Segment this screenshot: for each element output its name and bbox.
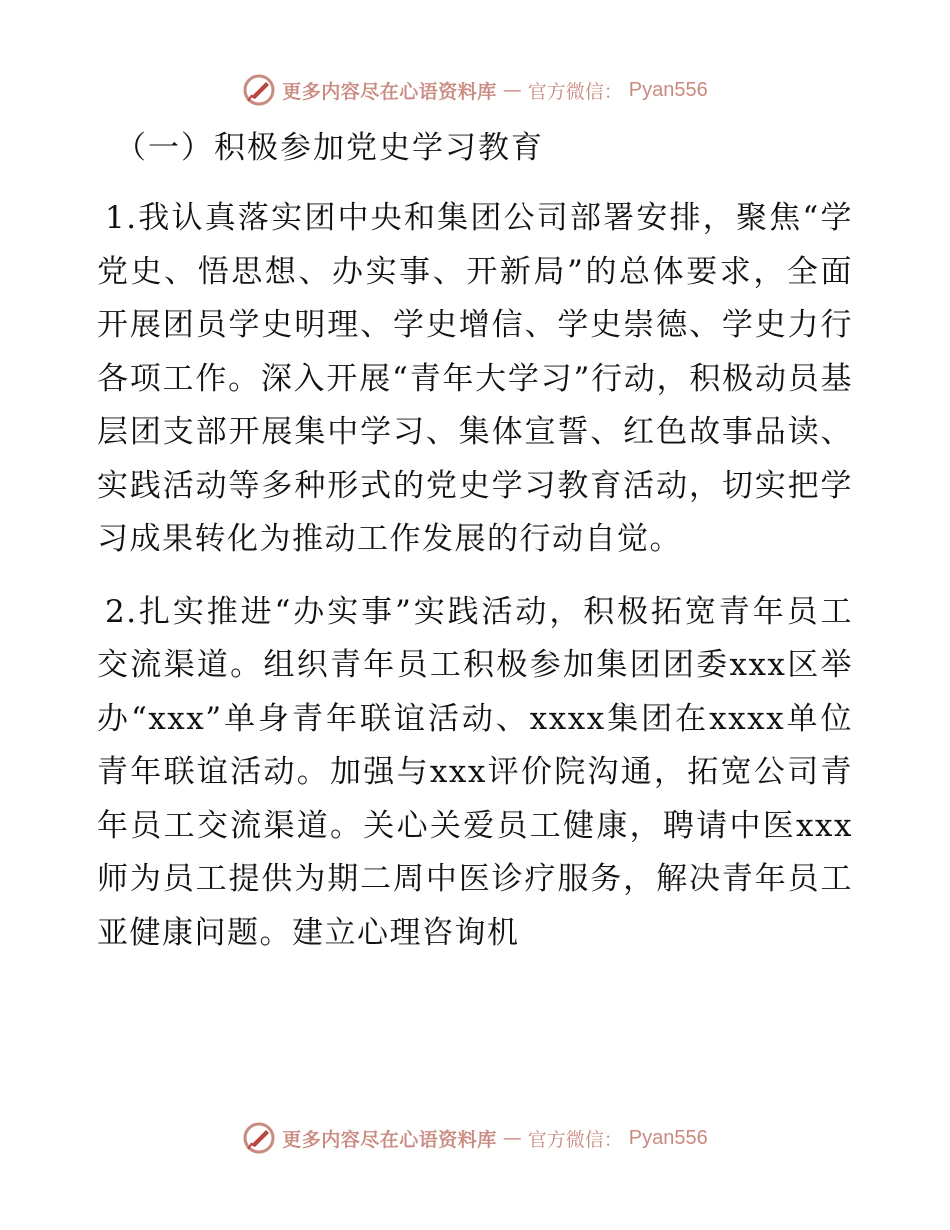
watermark-text: 更多内容尽在心语资料库 xyxy=(282,80,497,103)
section-heading: （一）积极参加党史学习教育 xyxy=(115,130,544,166)
watermark-label: 官方微信： xyxy=(527,1128,623,1151)
quill-circle-icon xyxy=(242,73,276,107)
watermark-label: 官方微信： xyxy=(527,80,623,103)
watermark-footer xyxy=(0,1118,950,1158)
watermark-header xyxy=(0,70,950,110)
watermark-account: Pyan556 xyxy=(628,1126,708,1149)
quill-circle-icon xyxy=(242,1121,276,1155)
watermark-separator: — xyxy=(502,79,522,101)
paragraph-1: 1.我认真落实团中央和集团公司部署安排，聚焦“学党史、悟思想、办实事、开新局”的总体要求，全面开展团员学史明理、学史增信、学史崇德、学史力行各项工作。深入开展“青年大学习”行动，积极动员基层团支部开展集中学习、集体宣誓、红色故事品读、实践活动等多种形式的党史学习教育活动，切实把学习成果转化为推动工作发展的行动自觉。 xyxy=(97,200,853,557)
watermark-text: 更多内容尽在心语资料库 xyxy=(282,1128,497,1151)
watermark-account: Pyan556 xyxy=(628,78,708,101)
paragraph-2: 2.扎实推进“办实事”实践活动，积极拓宽青年员工交流渠道。组织青年员工积极参加集团团委xxx区举办“xxx”单身青年联谊活动、xxxx集团在xxxx单位青年联谊活动。加强与xxx评价院沟通，拓宽公司青年员工交流渠道。关心关爱员工健康，聘请中医xxx师为员工提供为期二周中医诊疗服务，解决青年员工亚健康问题。建立心理咨询机 xyxy=(97,593,853,951)
document-body xyxy=(97,122,853,979)
watermark-separator: — xyxy=(502,1127,522,1149)
